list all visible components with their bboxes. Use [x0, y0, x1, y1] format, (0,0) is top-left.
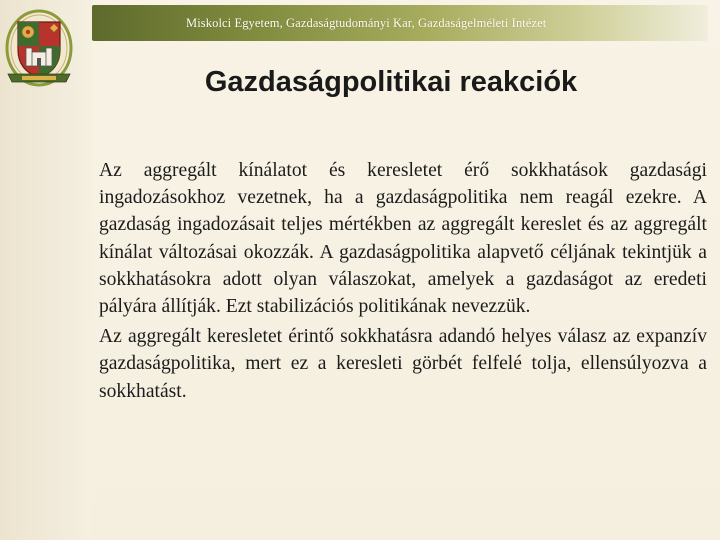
- paragraph-demand-shock: Az aggregált keresletet érintő sokkhatásra adandó helyes válasz az expanzív gazdaságpolitika, mert ez a keresleti görbét felfelé tolja, ellensúlyozva a sokkhatást.: [99, 326, 707, 402]
- slide-title: Gazdaságpolitikai reakciók: [204, 66, 578, 98]
- header-bar: [92, 5, 708, 41]
- header-text: Miskolci Egyetem, Gazdaságtudományi Kar, Gazdaságelméleti Intézet: [186, 15, 547, 30]
- paragraph-stabilization: Az aggregált kínálatot és keresletet érő sokkhatások gazdasági ingadozásokhoz vezetnek, ha a gazdaságpolitika nem reagál ezekre. A gazdaság ingadozásait teljes mértékben az aggregált kereslet és az aggregált kínálat változásai okozzák. A gazdaságpolitika alapvető céljának tekintjük a sokkhatásokra adott olyan válaszokat, amelyek a gazdaságot az eredeti pályára állítják. Ezt stabilizációs politikának nevezzük.: [99, 160, 707, 318]
- slide-content: [99, 157, 707, 408]
